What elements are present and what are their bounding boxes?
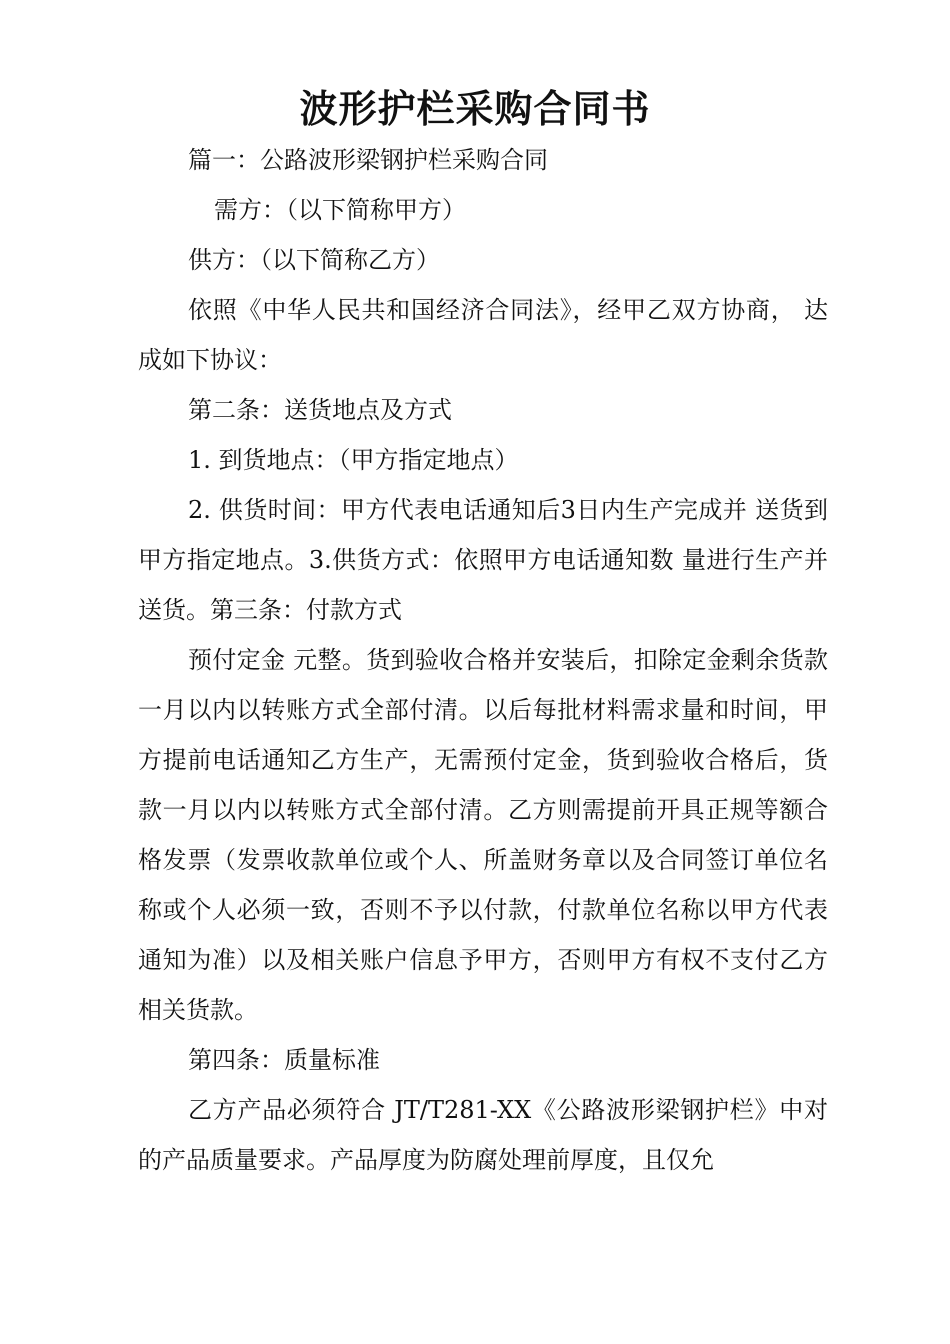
paragraph-supplier: 供方：（以下简称乙方） — [188, 246, 440, 274]
paragraph-delivery-time: 2. 供货时间：甲方代表电话通知后3日内生产完成并 送货到甲方指定地点。3.供货方式：依照甲方电话通知数 量进行生产并送货。第三条：付款方式 — [138, 496, 828, 624]
paragraph-article-4-heading: 第四条：质量标准 — [188, 1046, 380, 1074]
document-body — [138, 135, 828, 1185]
paragraph-buyer: 需方：（以下简称甲方） — [214, 196, 466, 224]
paragraph-quality-standard: 乙方产品必须符合 JT/T281-XX《公路波形梁钢护栏》中对的产品质量要求。产品厚度为防腐处理前厚度，且仅允 — [138, 1096, 828, 1174]
paragraph-payment-terms: 预付定金 元整。货到验收合格并安装后，扣除定金剩余货款一月以内以转账方式全部付清。以后每批材料需求量和时间，甲方提前电话通知乙方生产，无需预付定金，货到验收合格后，货款一月以内以转账方式全部付清。乙方则需提前开具正规等额合格发票（发票收款单位或个人、所盖财务章以及合同签订单位名称或个人必须一致，否则不予以付款，付款单位名称以甲方代表通知为准）以及相关账户信息予甲方，否则甲方有权不支付乙方相关货款。 — [138, 646, 828, 1024]
paragraph-section-heading: 篇一：公路波形梁钢护栏采购合同 — [188, 146, 548, 174]
paragraph-article-2-heading: 第二条：送货地点及方式 — [188, 396, 452, 424]
document-title: 波形护栏采购合同书 — [299, 86, 651, 131]
paragraph-delivery-location: 1. 到货地点：（甲方指定地点） — [188, 446, 519, 474]
paragraph-agreement-basis: 依照《中华人民共和国经济合同法》，经甲乙双方协商， 达成如下协议： — [138, 296, 828, 374]
